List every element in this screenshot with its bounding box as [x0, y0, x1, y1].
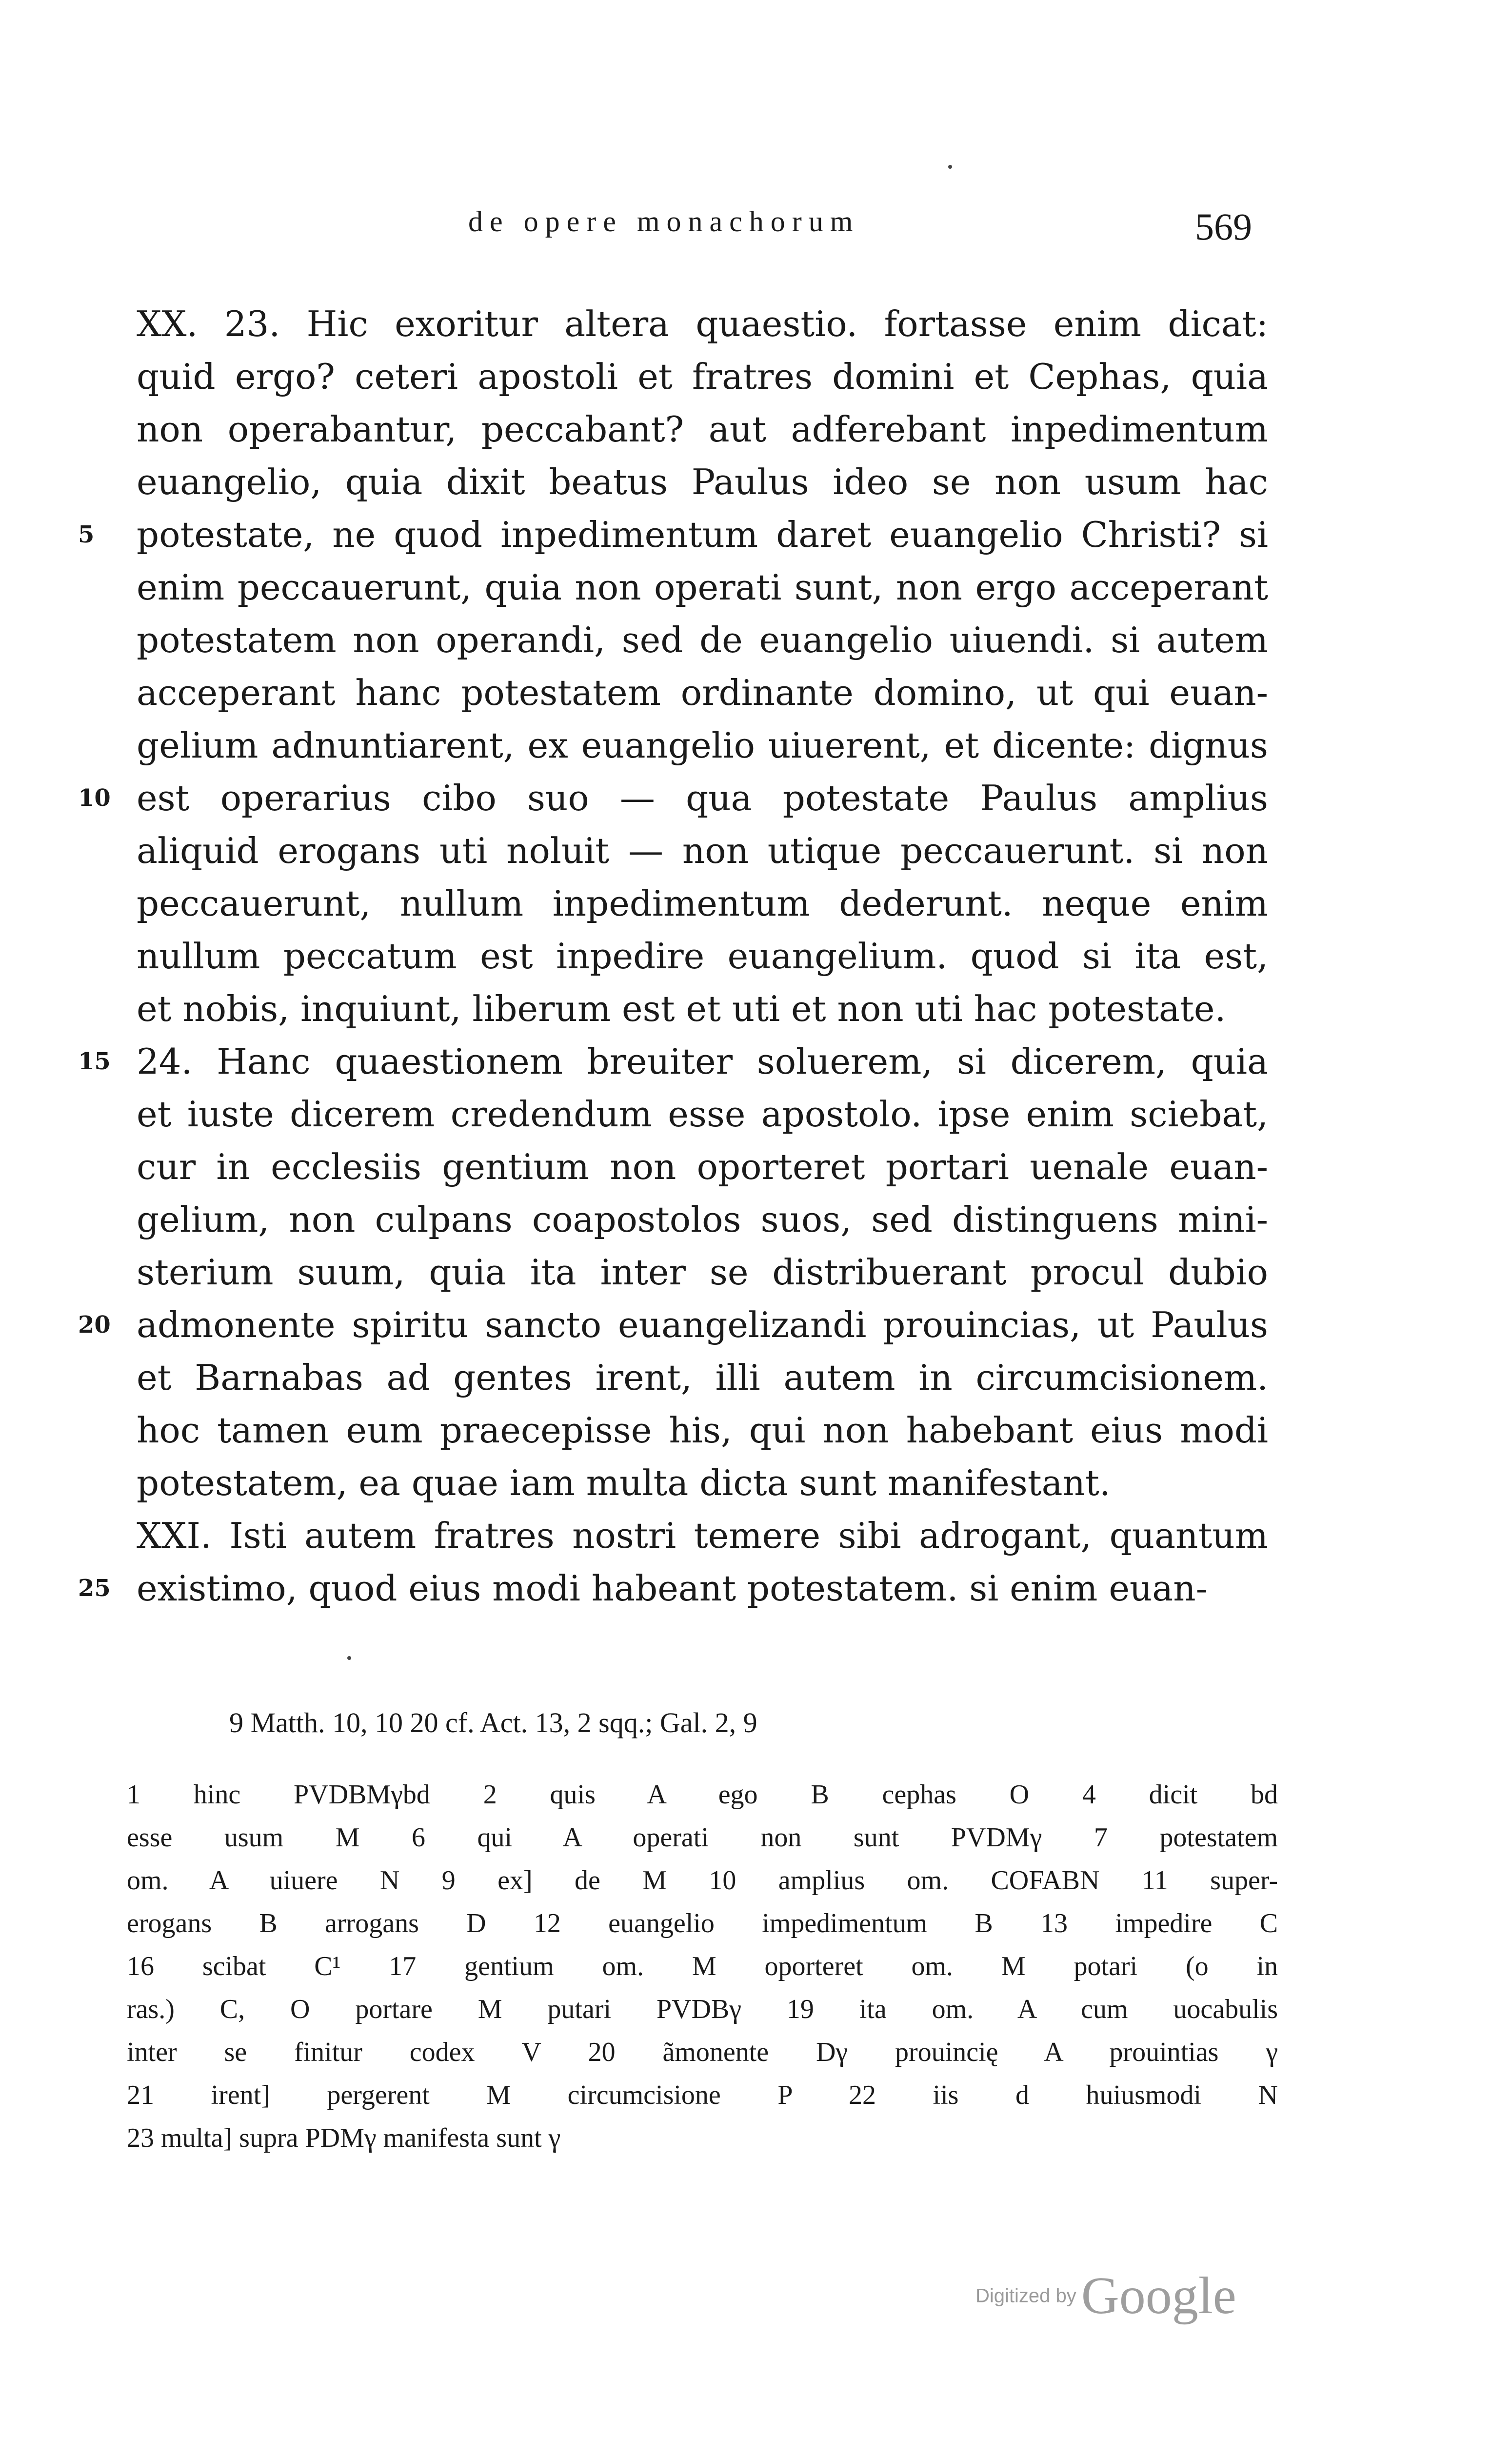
text-line	[137, 1246, 1268, 1299]
line-text: enim peccauerunt, quia non operati sunt, non ergo acceperant	[137, 567, 1268, 608]
text-line	[137, 614, 1268, 666]
line-text: potestate, ne quod inpedimentum daret euangelio Christi? si	[137, 514, 1268, 555]
scripture-references: 9 Matth. 10, 10 20 cf. Act. 13, 2 sqq.; Gal. 2, 9	[229, 1707, 757, 1739]
text-line	[78, 772, 1268, 824]
text-line	[137, 1457, 1268, 1509]
digitized-watermark	[975, 2266, 1236, 2326]
apparatus-line: esse usum M 6 qui A operati non sunt PVDMγ 7 potestatem	[127, 1822, 1278, 1853]
line-text: sterium suum, quia ita inter se distribuerant procul dubio	[137, 1252, 1268, 1293]
page-number: 569	[1195, 205, 1252, 248]
critical-apparatus	[127, 1773, 1278, 2159]
text-line	[137, 719, 1268, 772]
apparatus-line: ras.) C, O portare M putari PVDBγ 19 ita om. A cum uocabulis	[127, 1994, 1278, 2024]
text-line	[137, 1509, 1268, 1562]
print-speck	[347, 1656, 351, 1660]
text-line	[78, 1299, 1268, 1351]
text-line	[137, 1193, 1268, 1246]
running-title: de opere monachorum	[468, 205, 860, 238]
line-number: 5	[78, 521, 95, 548]
apparatus-line: 21 irent] pergerent M circumcisione P 22 iis d huiusmodi N	[127, 2080, 1278, 2110]
line-text: et Barnabas ad gentes irent, illi autem in circumcisionem.	[137, 1357, 1268, 1398]
line-text: acceperant hanc potestatem ordinante domino, ut qui euan-	[137, 672, 1268, 713]
line-text: cur in ecclesiis gentium non oporteret portari uenale euan-	[137, 1146, 1268, 1187]
text-line	[137, 298, 1268, 350]
line-text: non operabantur, peccabant? aut adferebant inpedimentum	[137, 409, 1268, 450]
line-number: 10	[78, 784, 111, 812]
line-text: nullum peccatum est inpedire euangelium. quod si ita est,	[137, 936, 1268, 977]
text-line	[137, 350, 1268, 403]
text-line	[137, 1404, 1268, 1457]
apparatus-line: 16 scibat C¹ 17 gentium om. M oporteret om. M potari (o in	[127, 1951, 1278, 1981]
line-number: 25	[78, 1575, 111, 1602]
line-text: admonente spiritu sancto euangelizandi prouincias, ut Paulus	[137, 1304, 1268, 1345]
line-text: potestatem, ea quae iam multa dicta sunt manifestant.	[137, 1462, 1111, 1503]
apparatus-line: erogans B arrogans D 12 euangelio impedimentum B 13 impedire C	[127, 1908, 1278, 1939]
line-number: 15	[78, 1048, 111, 1075]
text-line	[137, 1088, 1268, 1140]
line-text: quid ergo? ceteri apostoli et fratres domini et Cephas, quia	[137, 356, 1268, 397]
main-text	[78, 298, 1268, 1615]
text-line	[137, 824, 1268, 877]
text-line	[137, 456, 1268, 508]
line-text: XX. 23. Hic exoritur altera quaestio. fortasse enim dicat:	[137, 303, 1268, 344]
line-text: euangelio, quia dixit beatus Paulus ideo se non usum hac	[137, 461, 1268, 502]
line-text: 24. Hanc quaestionem breuiter soluerem, si dicerem, quia	[137, 1041, 1268, 1082]
line-text: existimo, quod eius modi habeant potestatem. si enim euan-	[137, 1568, 1208, 1609]
digitized-label: Digitized by	[975, 2285, 1076, 2307]
text-line	[137, 403, 1268, 456]
apparatus-line: inter se finitur codex V 20 ãmonente Dγ prouincię A prouintias γ	[127, 2037, 1278, 2067]
line-number: 20	[78, 1311, 111, 1339]
text-line	[137, 666, 1268, 719]
text-line	[78, 1035, 1268, 1088]
text-line	[137, 561, 1268, 614]
apparatus-line: om. A uiuere N 9 ex] de M 10 amplius om. COFABN 11 super-	[127, 1865, 1278, 1896]
google-logo: Google	[1081, 2267, 1236, 2325]
print-speck	[948, 165, 952, 169]
line-text: gelium, non culpans coapostolos suos, sed distinguens mini-	[137, 1199, 1268, 1240]
line-text: est operarius cibo suo — qua potestate Paulus amplius	[137, 778, 1268, 819]
apparatus-line: 23 multa] supra PDMγ manifesta sunt γ	[127, 2123, 561, 2153]
line-text: gelium adnuntiarent, ex euangelio uiuerent, et dicente: dignus	[137, 725, 1268, 766]
line-text: peccauerunt, nullum inpedimentum dederunt. neque enim	[137, 883, 1268, 924]
text-line	[137, 877, 1268, 930]
text-line	[78, 1562, 1268, 1615]
line-text: hoc tamen eum praecepisse his, qui non habebant eius modi	[137, 1410, 1268, 1451]
line-text: XXI. Isti autem fratres nostri temere sibi adrogant, quantum	[137, 1515, 1268, 1556]
line-text: et nobis, inquiunt, liberum est et uti et non uti hac potestate.	[137, 988, 1226, 1029]
line-text: aliquid erogans uti noluit — non utique peccauerunt. si non	[137, 830, 1268, 871]
text-line	[137, 1140, 1268, 1193]
apparatus-line: 1 hinc PVDBMγbd 2 quis A ego B cephas O 4 dicit bd	[127, 1779, 1278, 1810]
line-text: potestatem non operandi, sed de euangelio uiuendi. si autem	[137, 620, 1268, 660]
line-text: et iuste dicerem credendum esse apostolo. ipse enim sciebat,	[137, 1094, 1268, 1135]
text-line	[137, 930, 1268, 982]
text-line	[137, 982, 1268, 1035]
text-line	[78, 508, 1268, 561]
text-line	[137, 1351, 1268, 1404]
